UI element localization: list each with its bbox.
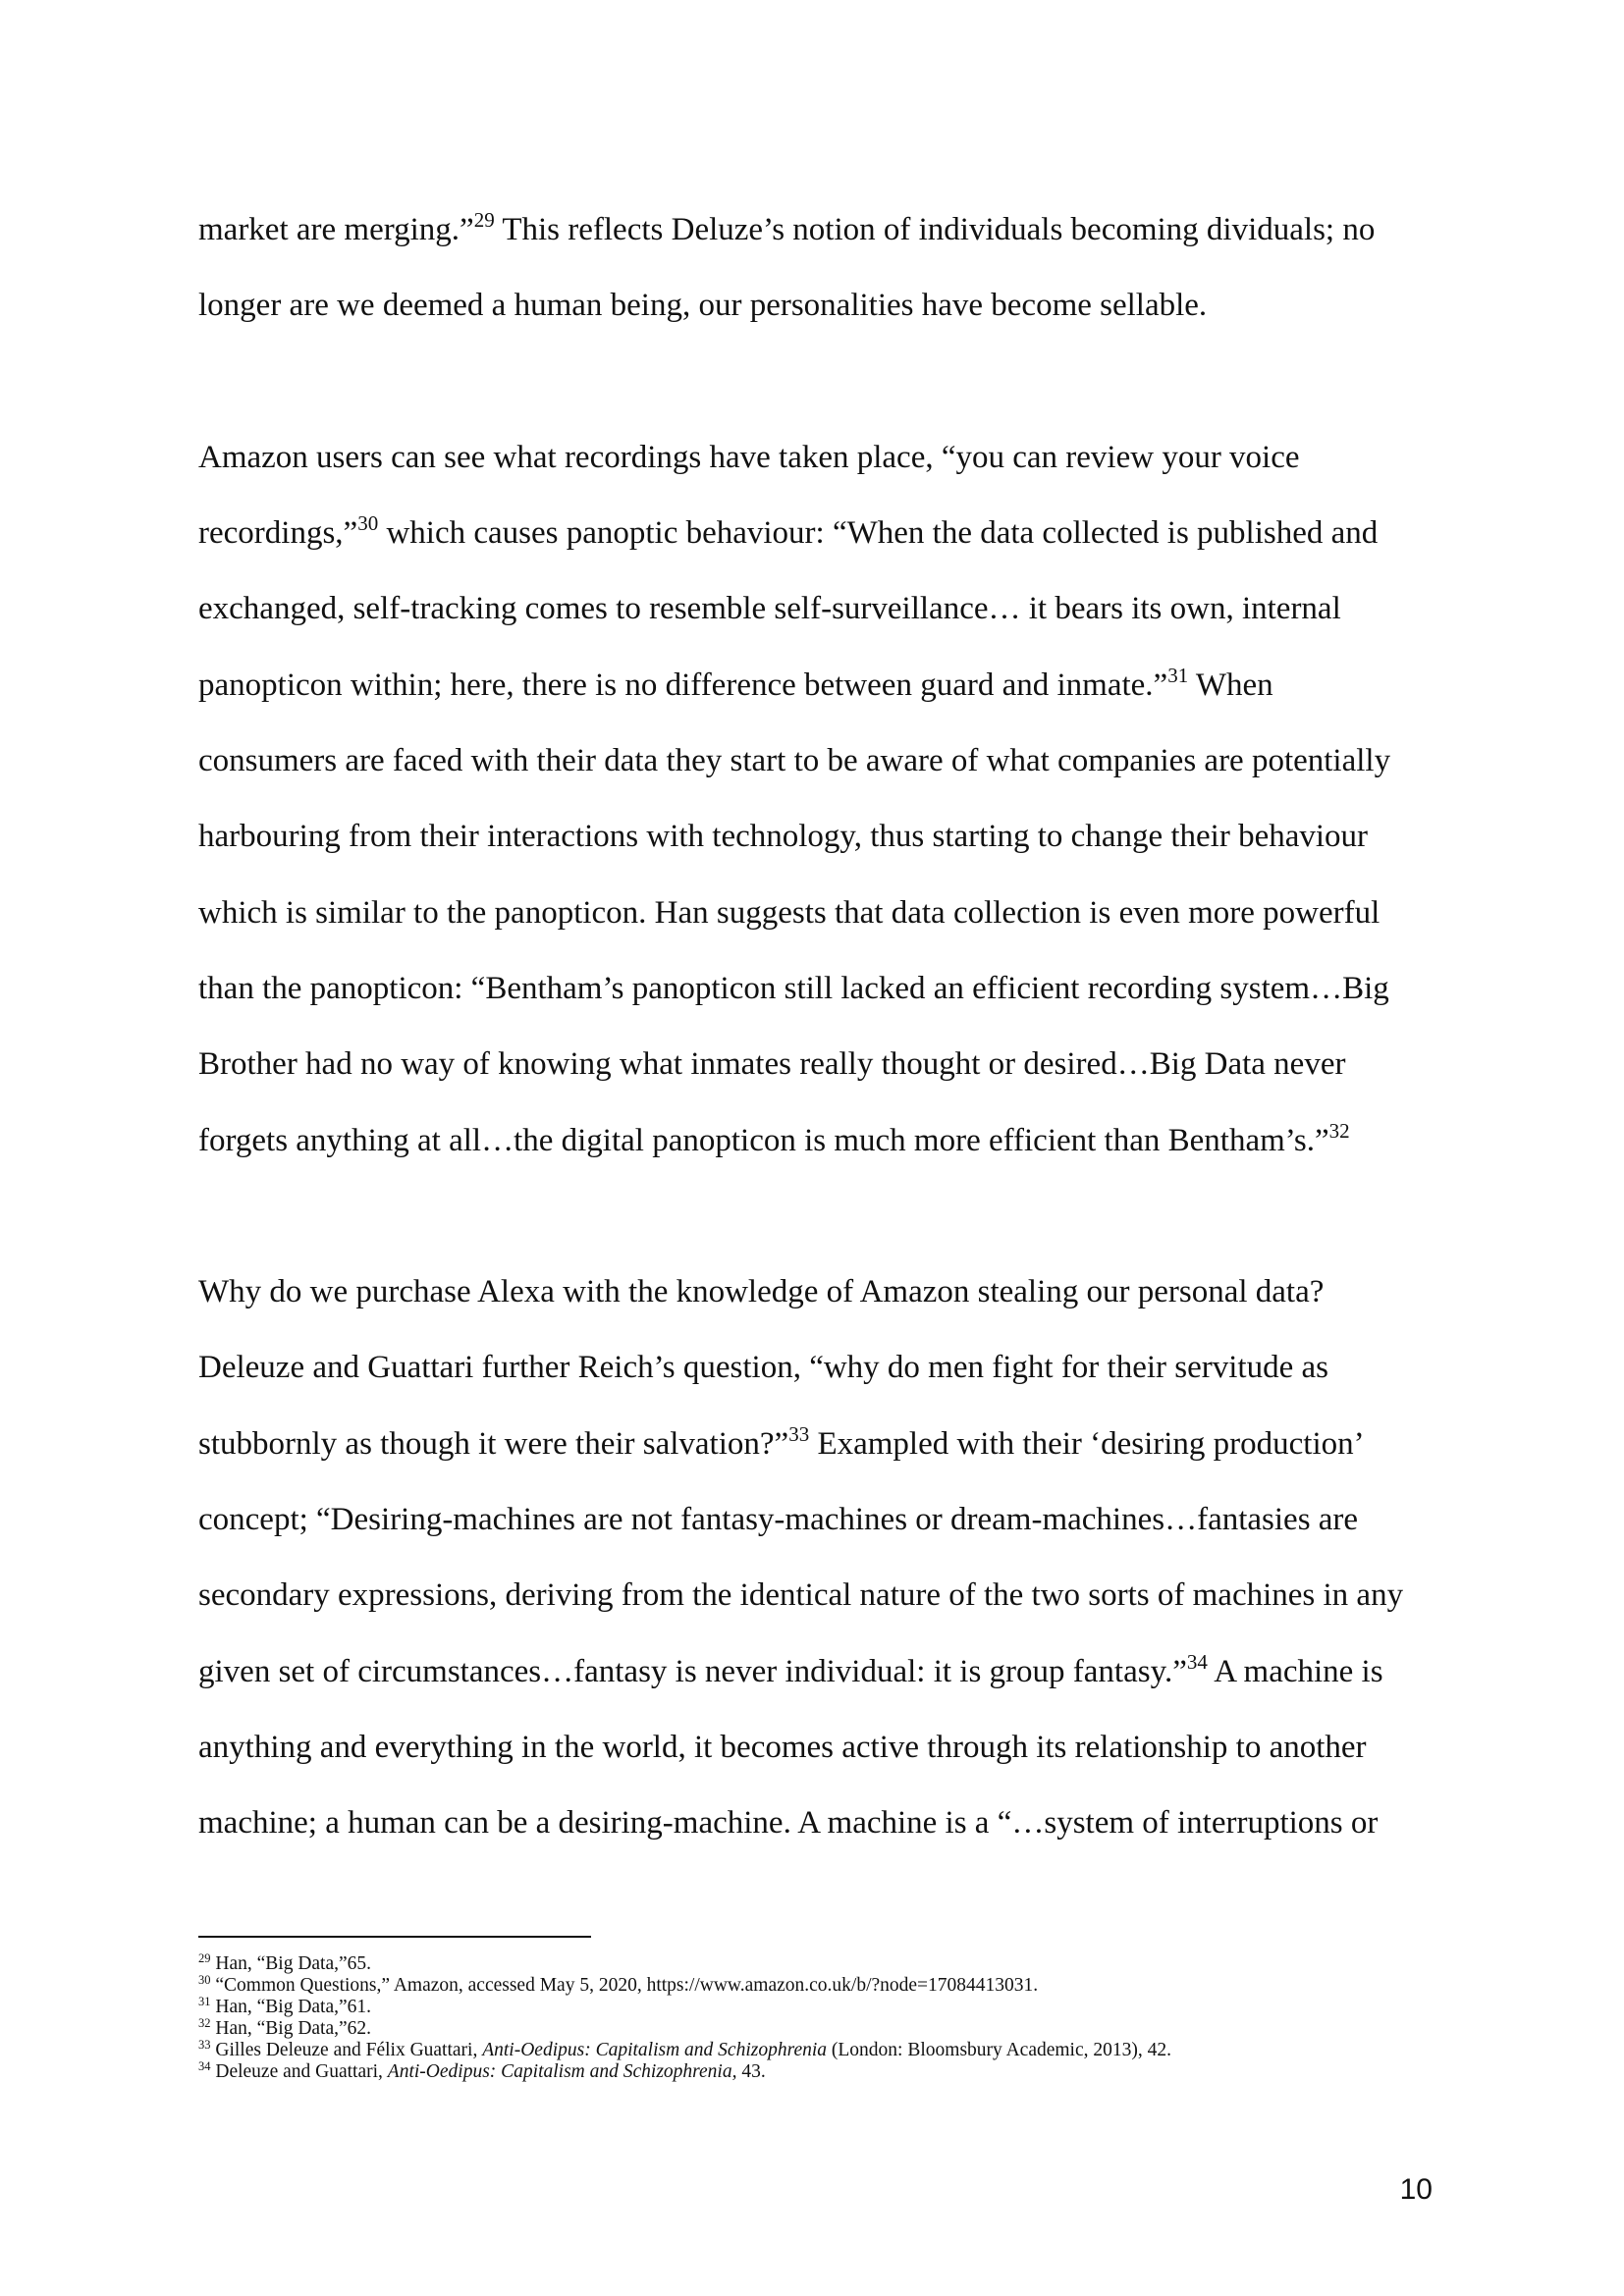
text-segment: exchanged, self-tracking comes to resemble self-surveillance… it bears its own, internal <box>198 591 1341 627</box>
footnote-separator <box>198 1936 591 1938</box>
footnote-reference: 34 <box>1186 1649 1208 1674</box>
footnote-reference: 33 <box>788 1421 810 1446</box>
text-segment: panopticon within; here, there is no difference between guard and inmate.” <box>198 667 1168 703</box>
text-line <box>198 1558 1437 1633</box>
footnote <box>198 2040 1435 2061</box>
text-segment: Exampled with their ‘desiring production’ <box>809 1425 1365 1462</box>
text-line <box>198 420 1437 496</box>
text-segment: secondary expressions, deriving from the identical nature of the two sorts of machines in any <box>198 1577 1404 1614</box>
footnote-number: 31 <box>198 1995 211 2009</box>
text-line <box>198 648 1437 723</box>
text-segment: anything and everything in the world, it becomes active through its relationship to another <box>198 1729 1367 1765</box>
text-segment: When <box>1188 667 1273 703</box>
text-line <box>198 268 1437 344</box>
footnote-number: 33 <box>198 2038 211 2053</box>
text-segment: which is similar to the panopticon. Han suggests that data collection is even more powerful <box>198 894 1380 931</box>
text-segment: Brother had no way of knowing what inmates really thought or desired…Big Data never <box>198 1046 1346 1083</box>
footnote-reference: 32 <box>1328 1118 1350 1143</box>
text-line <box>198 1634 1437 1710</box>
text-segment: This reflects Deluze’s notion of individuals becoming dividuals; no <box>494 212 1376 247</box>
text-segment: recordings,” <box>198 515 358 552</box>
text-segment: machine; a human can be a desiring-machine. A machine is a “…system of interruptions or <box>198 1805 1379 1842</box>
page-number: 10 <box>1399 2173 1433 2206</box>
footnote-reference: 30 <box>357 511 379 536</box>
text-line <box>198 571 1437 647</box>
text-line <box>198 1330 1437 1406</box>
text-line <box>198 496 1437 571</box>
text-segment: than the panopticon: “Bentham’s panopticon still lacked an efficient recording system…Big <box>198 970 1389 1006</box>
text-segment: given set of circumstances…fantasy is never individual: it is group fantasy.” <box>198 1653 1187 1689</box>
body-text <box>198 192 1437 1862</box>
footnote-italic-title: Anti-Oedipus: Capitalism and Schizophrenia, <box>387 2061 737 2082</box>
footnote-text: Han, “Big Data,”65. <box>210 1953 372 1974</box>
text-segment: market are merging.” <box>198 212 474 247</box>
text-segment: Why do we purchase Alexa with the knowledge of Amazon stealing our personal data? <box>198 1274 1325 1310</box>
footnote <box>198 1997 1435 2018</box>
footnote-number: 30 <box>198 1973 211 1988</box>
footnote <box>198 2061 1435 2083</box>
text-segment: harbouring from their interactions with technology, thus starting to change their behaviour <box>198 819 1369 855</box>
footnote-text: Deleuze and Guattari, <box>210 2061 388 2082</box>
footnote <box>198 2018 1435 2040</box>
body-paragraph <box>198 420 1437 1179</box>
body-paragraph <box>198 1255 1437 1861</box>
text-segment: A machine is <box>1207 1653 1383 1689</box>
text-line <box>198 1710 1437 1786</box>
footnote <box>198 1953 1435 1975</box>
text-segment: forgets anything at all…the digital panopticon is much more efficient than Bentham’s.” <box>198 1122 1329 1158</box>
text-line <box>198 723 1437 799</box>
text-segment: Deleuze and Guattari further Reich’s question, “why do men fight for their servitude as <box>198 1350 1328 1386</box>
text-line <box>198 192 1437 268</box>
text-line <box>198 1027 1437 1102</box>
footnotes <box>198 1953 1435 2083</box>
footnote <box>198 1975 1435 1997</box>
footnote-reference: 31 <box>1167 663 1189 687</box>
footnote-italic-title: Anti-Oedipus: Capitalism and Schizophrenia <box>482 2040 828 2060</box>
footnote-reference: 29 <box>473 207 495 232</box>
text-segment: stubbornly as though it were their salvation?” <box>198 1425 789 1462</box>
footnote-number: 34 <box>198 2059 211 2074</box>
body-paragraph <box>198 192 1437 345</box>
text-segment: which causes panoptic behaviour: “When the data collected is published and <box>378 515 1379 552</box>
footnote-number: 32 <box>198 2016 211 2031</box>
footnote-text: Han, “Big Data,”62. <box>210 2018 372 2039</box>
text-line <box>198 1255 1437 1330</box>
footnote-text: “Common Questions,” Amazon, accessed May 5, 2020, https://www.amazon.co.uk/b/?node=17084413031. <box>210 1975 1039 1996</box>
text-line <box>198 1482 1437 1558</box>
text-line <box>198 1407 1437 1482</box>
footnote-text: (London: Bloomsbury Academic, 2013), 42. <box>827 2040 1171 2060</box>
footnote-text: Han, “Big Data,”61. <box>210 1997 372 2017</box>
text-line <box>198 951 1437 1027</box>
text-segment: longer are we deemed a human being, our personalities have become sellable. <box>198 288 1208 324</box>
text-segment: Amazon users can see what recordings have taken place, “you can review your voice <box>198 439 1300 475</box>
footnote-number: 29 <box>198 1951 211 1966</box>
text-segment: concept; “Desiring-machines are not fantasy-machines or dream-machines…fantasies are <box>198 1502 1359 1538</box>
text-segment: consumers are faced with their data they start to be aware of what companies are potentially <box>198 743 1391 779</box>
text-line <box>198 876 1437 951</box>
footnote-text: Gilles Deleuze and Félix Guattari, <box>210 2040 483 2060</box>
text-line <box>198 1103 1437 1179</box>
text-line <box>198 799 1437 875</box>
footnote-text: 43. <box>736 2061 766 2082</box>
text-line <box>198 1786 1437 1861</box>
